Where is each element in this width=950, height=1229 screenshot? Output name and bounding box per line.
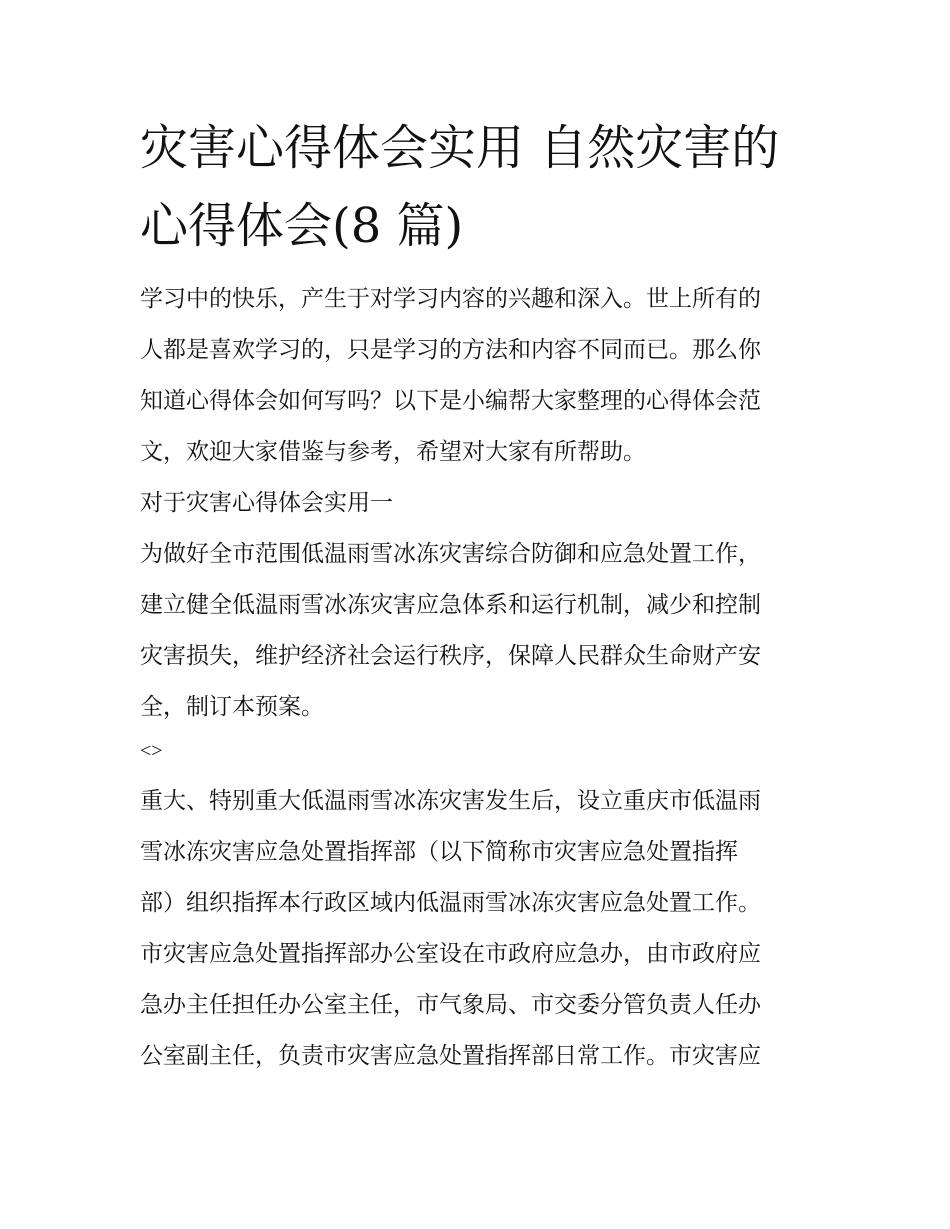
paragraph2-line-3: 部）组织指挥本行政区域内低温雨雪冰冻灾害应急处置工作。	[140, 890, 761, 916]
intro-line-2: 人都是喜欢学习的，只是学习的方法和内容不同而已。那么你	[140, 337, 761, 363]
paragraph2-line-1: 重大、特别重大低温雨雪冰冻灾害发生后，设立重庆市低温雨	[140, 788, 761, 814]
paragraph2-line-6: 公室副主任，负责市灾害应急处置指挥部日常工作。市灾害应	[140, 1043, 761, 1069]
intro-line-4: 文，欢迎大家借鉴与参考，希望对大家有所帮助。	[140, 439, 646, 465]
document-title-line-2-text: 心得体会(8 篇)	[140, 198, 464, 254]
paragraph2-line-4: 市灾害应急处置指挥部办公室设在市政府应急办，由市政府应	[140, 941, 761, 967]
paragraph2-line-5: 急办主任担任办公室主任，市气象局、市交委分管负责人任办	[140, 992, 761, 1018]
placeholder-mark: <>	[140, 740, 163, 762]
paragraph1-line-3: 灾害损失，维护经济社会运行秩序，保障人民群众生命财产安	[140, 643, 761, 669]
paragraph1-line-2: 建立健全低温雨雪冰冻灾害应急体系和运行机制，减少和控制	[140, 592, 761, 618]
document-title-line-2	[140, 198, 464, 254]
intro-line-3: 知道心得体会如何写吗？以下是小编帮大家整理的心得体会范	[140, 388, 761, 414]
paragraph1-line-4: 全，制订本预案。	[140, 694, 324, 720]
paragraph1-line-1: 为做好全市范围低温雨雪冰冻灾害综合防御和应急处置工作，	[140, 541, 761, 567]
section-heading: 对于灾害心得体会实用一	[140, 490, 393, 516]
paragraph2-line-2: 雪冰冻灾害应急处置指挥部（以下简称市灾害应急处置指挥	[140, 839, 738, 865]
intro-line-1: 学习中的快乐，产生于对学习内容的兴趣和深入。世上所有的	[140, 286, 761, 312]
document-title-line-1: 灾害心得体会实用 自然灾害的	[140, 120, 780, 176]
